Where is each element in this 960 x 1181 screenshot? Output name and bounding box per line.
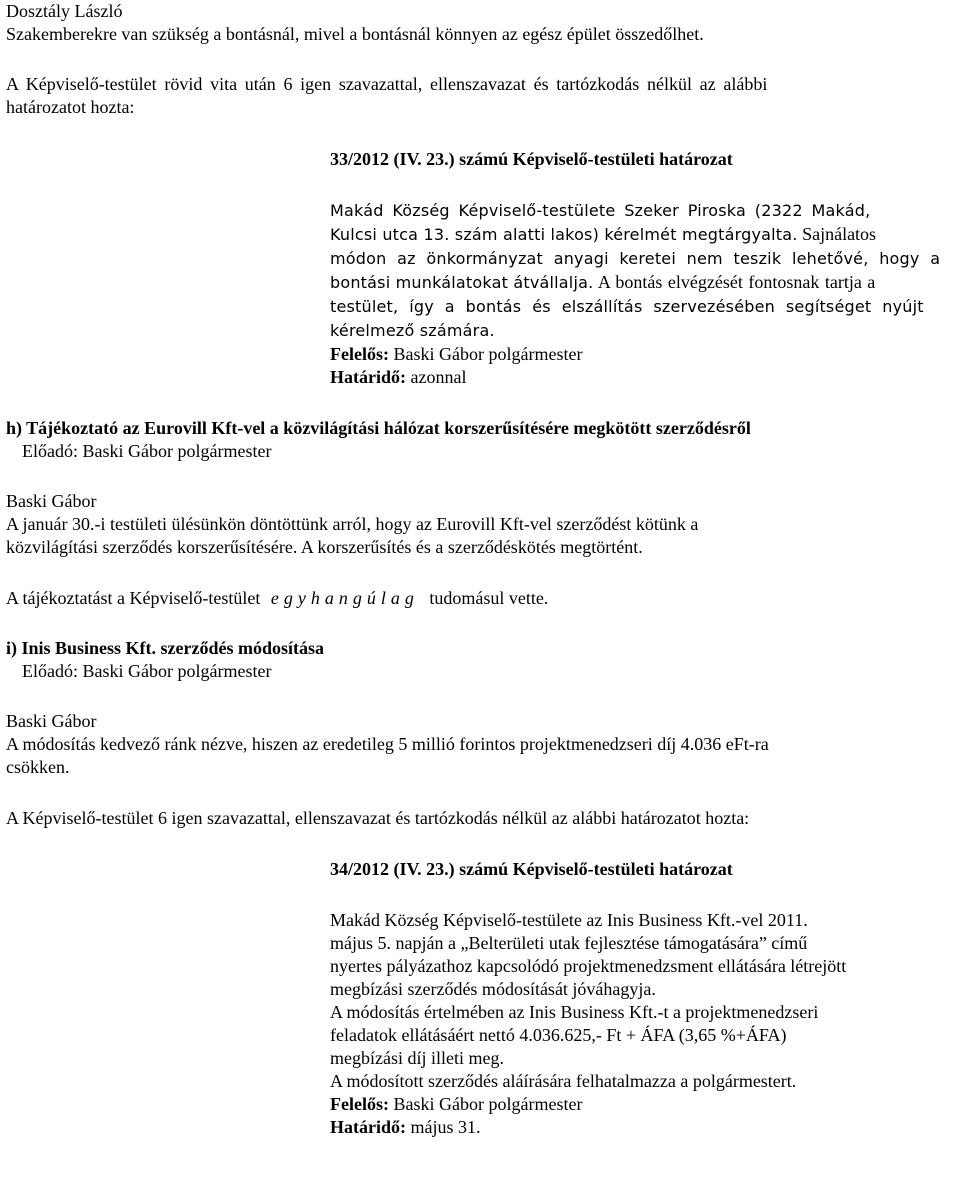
item-i-heading-company: i) Inis Business Kft. bbox=[6, 638, 157, 658]
resolution-34-responsible bbox=[330, 1093, 582, 1116]
resolution-34-line-8: A módosított szerződés aláírására felhatalmazza a polgármestert. bbox=[330, 1071, 797, 1091]
resolution-34-line-5: A módosítás értelmében az Inis Business Kft.-t a projektmenedzseri bbox=[330, 1002, 819, 1022]
resolution-33-title: 33/2012 (IV. 23.) számú Képviselő-testületi határozat bbox=[330, 149, 733, 169]
vote-statement-line-1: A Képviselő-testület rövid vita után 6 igen szavazattal, ellenszavazat és tartózkodás nélkül az alábbi bbox=[6, 74, 768, 94]
item-h-speaker: Baski Gábor bbox=[6, 491, 97, 511]
vote-statement-line-2: határozatot hozta: bbox=[6, 97, 135, 117]
resolution-33-line-2 bbox=[330, 223, 950, 246]
deadline-value: május 31. bbox=[410, 1117, 481, 1137]
resolution-34-line-4: megbízási szerződés módosítását jóváhagyja. bbox=[330, 979, 656, 999]
item-h-acknowledgement bbox=[6, 587, 548, 610]
responsible-label: Felelős: bbox=[330, 1094, 389, 1114]
resolution-33-line-5: testület, így a bontás és elszállítás szervezésében segítséget nyújt bbox=[330, 297, 924, 316]
ack-unanimous: egyhangúlag bbox=[270, 588, 419, 608]
item-h-heading: h) Tájékoztató az Eurovill Kft-vel a közvilágítási hálózat korszerűsítésére megkötött szerződésről bbox=[6, 418, 751, 438]
item-i-heading-rest: szerződés módosítása bbox=[160, 638, 325, 658]
item-h-text-2: közvilágítási szerződés korszerűsítésére. A korszerűsítés és a szerződéskötés megtörtént. bbox=[6, 537, 643, 557]
speaker-name: Dosztály László bbox=[6, 1, 123, 21]
speaker-statement: Szakemberekre van szükség a bontásnál, mivel a bontásnál könnyen az egész épület összedőlhet. bbox=[6, 24, 704, 44]
resolution-34-line-3: nyertes pályázathoz kapcsolódó projektmenedzsment ellátására létrejött bbox=[330, 956, 847, 976]
item-i-text-2: csökken. bbox=[6, 757, 70, 777]
responsible-value: Baski Gábor polgármester bbox=[393, 344, 583, 364]
resolution-33-line-4-main: bontási munkálatokat átvállalja. bbox=[330, 273, 594, 292]
resolution-33-line-1: Makád Község Képviselő-testülete Szeker Piroska (2322 Makád, bbox=[330, 201, 871, 220]
item-h-text-1: A január 30.-i testületi ülésünkön döntöttünk arról, hogy az Eurovill Kft-vel szerződést kötünk a bbox=[6, 514, 699, 534]
item-i-presenter: Előadó: Baski Gábor polgármester bbox=[22, 661, 272, 681]
resolution-33-responsible bbox=[330, 343, 582, 366]
item-i-text-1: A módosítás kedvező ránk nézve, hiszen az eredetileg 5 millió forintos projektmenedzseri díj 4.036 eFt-ra bbox=[6, 734, 769, 754]
resolution-34-line-1: Makád Község Képviselő-testülete az Inis Business Kft.-vel 2011. bbox=[330, 910, 808, 930]
resolution-33-line-4-tail: A bontás elvégzését fontosnak tartja a bbox=[597, 272, 876, 292]
responsible-label: Felelős: bbox=[330, 344, 389, 364]
item-h-presenter: Előadó: Baski Gábor polgármester bbox=[22, 441, 272, 461]
resolution-33-line-2-main: Kulcsi utca 13. szám alatti lakos) kérelmét megtárgyalta. bbox=[330, 225, 798, 244]
resolution-34-deadline bbox=[330, 1116, 481, 1139]
resolution-33-line-3: módon az önkormányzat anyagi keretei nem teszik lehetővé, hogy a bbox=[330, 249, 941, 268]
resolution-34-line-2: május 5. napján a „Belterületi utak fejlesztése támogatására” című bbox=[330, 933, 808, 953]
responsible-value: Baski Gábor polgármester bbox=[393, 1094, 583, 1114]
resolution-34-title: 34/2012 (IV. 23.) számú Képviselő-testületi határozat bbox=[330, 859, 733, 879]
resolution-33-line-4 bbox=[330, 271, 875, 294]
resolution-34-line-6: feladatok ellátásáért nettó 4.036.625,- Ft + ÁFA (3,65 %+ÁFA) bbox=[330, 1025, 787, 1045]
ack-suffix: tudomásul vette. bbox=[429, 588, 549, 608]
resolution-33-line-6: kérelmező számára. bbox=[330, 321, 495, 340]
resolution-33-line-2-tail: Sajnálatos bbox=[802, 224, 877, 244]
deadline-label: Határidő: bbox=[330, 1117, 406, 1137]
item-i-vote: A Képviselő-testület 6 igen szavazattal, ellenszavazat és tartózkodás nélkül az alábbi határozatot hozta: bbox=[6, 808, 750, 828]
deadline-label: Határidő: bbox=[330, 367, 406, 387]
deadline-value: azonnal bbox=[410, 367, 467, 387]
item-i-heading bbox=[6, 637, 324, 660]
resolution-33-deadline bbox=[330, 366, 466, 389]
resolution-34-line-7: megbízási díj illeti meg. bbox=[330, 1048, 504, 1068]
item-i-speaker: Baski Gábor bbox=[6, 711, 97, 731]
ack-prefix: A tájékoztatást a Képviselő-testület bbox=[6, 588, 261, 608]
